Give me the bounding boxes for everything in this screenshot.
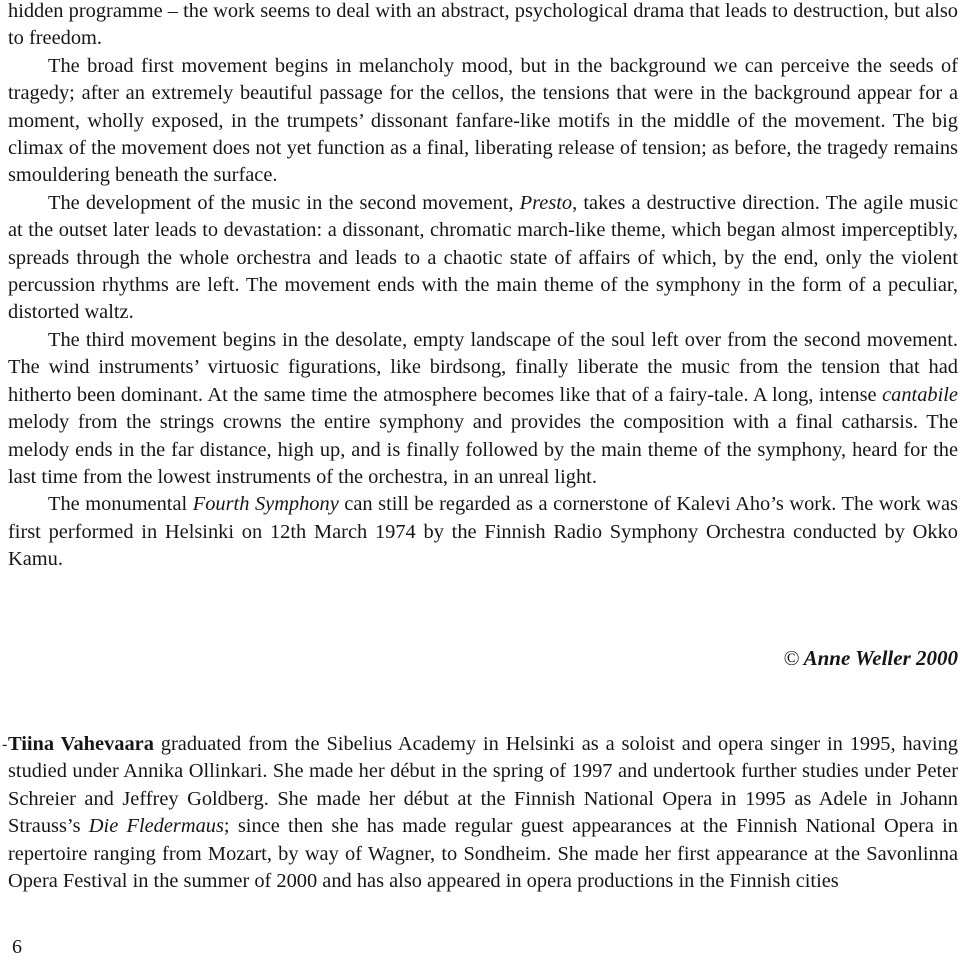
artist-name: Tiina Vahevaara xyxy=(8,733,154,755)
italic-term: Presto xyxy=(519,191,573,214)
copyright-icon: © xyxy=(783,646,800,670)
essay-text: can still be regarded as a cornerstone of Kalevi Aho’s work. The work was first performed in Helsinki on 12th March 1974 by the Finnish Radio Symphony Orchestra conducted by Okko Kamu. xyxy=(8,493,958,571)
essay-paragraph-4 xyxy=(8,491,958,573)
essay-text: The third movement begins in the desolate, empty landscape of the soul left over from the second movement. The wind instruments’ virtuosic figurations, like birdsong, finally liberate the music from the tension that had hitherto been dominant. At the same time the atmosphere becomes like that of a fairy-tale. A long, intense xyxy=(8,328,958,406)
margin-dash: - xyxy=(2,736,8,753)
essay-text: The broad first movement begins in melancholy mood, but in the background we can perceive the seeds of tragedy; after an extremely beautiful passage for the cellos, the tensions that were in the background appear for a moment, wholly exposed, in the trumpets’ dissonant fanfare-like motifs in the middle of the movement. The big climax of the movement does not yet function as a final, liberating release of tension; as before, the tragedy remains smouldering beneath the surface. xyxy=(8,54,958,187)
essay-text: The monumental xyxy=(48,493,193,516)
essay-text: , takes a destructive direction. The agile music at the outset later leads to devastation: a dissonant, chromatic march-like theme, which began almost imperceptibly, spreads through the whole orchestra and leads to a chaotic state of affairs of which, by the end, only the violent percussion rhythms are left. The movement ends with the main theme of the symphony in the form of a peculiar, distorted waltz. xyxy=(8,191,958,324)
essay-paragraph-2 xyxy=(8,190,958,327)
essay-paragraph-0 xyxy=(8,0,958,53)
essay-text: hidden programme – the work seems to deal with an abstract, psychological drama that leads to destruction, but also to freedom. xyxy=(8,0,958,50)
essay-paragraph-1 xyxy=(8,53,958,190)
italic-term: cantabile xyxy=(882,383,958,406)
essay-text: The development of the music in the second movement, xyxy=(48,191,520,214)
booklet-page xyxy=(2,0,959,960)
bio-text: ; since then she has made regular guest appearances at the Finnish National Opera in repertoire ranging from Mozart, by way of Wagner, to Sondheim. She made her first appearance at the Savonlinna Opera Festival in the summer of 2000 and has also appeared in opera productions in the Finnish cities xyxy=(8,815,959,893)
symphony-essay xyxy=(8,0,958,574)
bio-text: graduated from the Sibelius Academy in Helsinki as a soloist and opera singer in 1995, having studied under Annika Ollinkari. She made her début in the spring of 1997 and undertook further studies under Peter Schreier and Jeffrey Goldberg. She made her début at the Finnish National Opera in 1995 as Adele in Johann Strauss’s xyxy=(8,733,958,838)
essay-text: melody from the strings crowns the entire symphony and provides the composition with a final catharsis. The melody ends in the far distance, high up, and is finally followed by the main theme of the symphony, heard for the last time from the lowest instruments of the orchestra, in an unreal light. xyxy=(8,411,958,488)
artist-biography xyxy=(8,731,958,895)
bio-paragraph xyxy=(8,731,958,895)
copyright-line xyxy=(784,646,958,671)
italic-work-title: Fourth Symphony xyxy=(192,493,339,516)
copyright-author: Anne Weller 2000 xyxy=(803,646,958,670)
essay-paragraph-3 xyxy=(8,327,958,491)
italic-opera-title: Die Fledermaus xyxy=(88,815,224,838)
page-number: 6 xyxy=(12,936,22,958)
